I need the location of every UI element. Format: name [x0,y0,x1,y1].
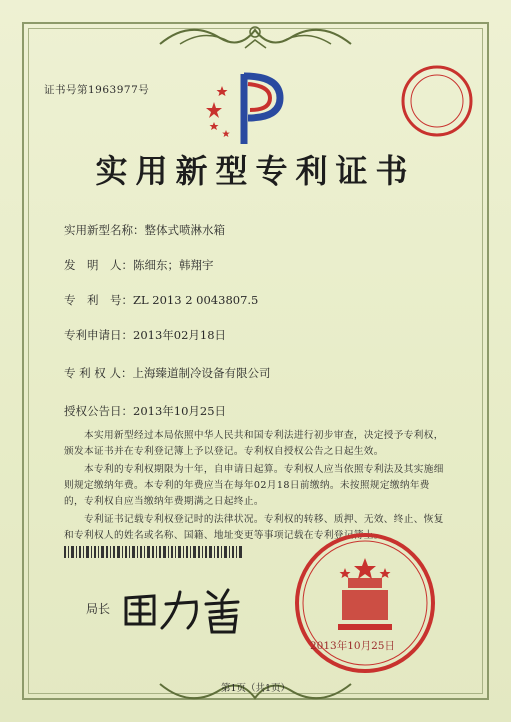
paragraph-legal-status: 专利证书记载专利权登记时的法律状况。专利权的转移、质押、无效、终止、恢复和专利权人的姓名或名称、国籍、地址变更等事项记载在专利登记簿上。 [64,514,444,541]
certificate-number: 证书号第1963977号 [44,84,150,96]
barcode-icon [64,546,244,558]
field-value: 整体式喷淋水箱 [144,223,225,237]
field-value: 2013年02月18日 [133,328,227,342]
field-label: 实用新型名称： [64,223,145,237]
issue-date: 2013年10月25日 [310,640,395,652]
national-seal-icon [290,528,440,678]
top-ornament-icon [150,14,361,54]
field-label: 授权公告日： [64,404,133,418]
field-label: 发 明 人： [64,258,133,272]
page-number: 第1页（共1页） [220,683,291,694]
field-inventor [64,257,214,273]
director-label: 局长 [86,602,111,616]
field-value: 2013年10月25日 [133,404,227,418]
field-patent-number [64,292,258,308]
paragraph-term: 本专利的专利权期限为十年，自申请日起算。专利权人应当依照专利法及其实施细则规定缴纳年费。本专利的年费应当在每年02月18日前缴纳。未按照规定缴纳年费的，专利权自应当缴纳年费期满之日起终止。 [64,464,444,507]
field-patentee [64,365,270,381]
field-application-date [64,327,226,343]
field-label: 专 利 权 人： [64,366,133,380]
field-grant-date [64,403,226,419]
patent-office-logo-icon [200,64,290,154]
field-value: 上海臻道制冷设备有限公司 [132,366,271,380]
paragraph-grant: 本实用新型经过本局依照中华人民共和国专利法进行初步审查，决定授予专利权，颁发本证书并在专利登记簿上予以登记。专利权自授权公告之日起生效。 [64,430,444,457]
field-value: ZL 2013 2 0043807.5 [133,293,259,307]
field-value: 陈细东；韩翔宇 [133,258,214,272]
director-signature [118,578,258,638]
field-label: 专利申请日： [64,328,133,342]
field-label: 专 利 号： [64,293,133,307]
field-utility-model-name [64,222,225,238]
certificate-title: 实用新型专利证书 [95,152,416,190]
tax-stamp-icon [396,60,478,142]
